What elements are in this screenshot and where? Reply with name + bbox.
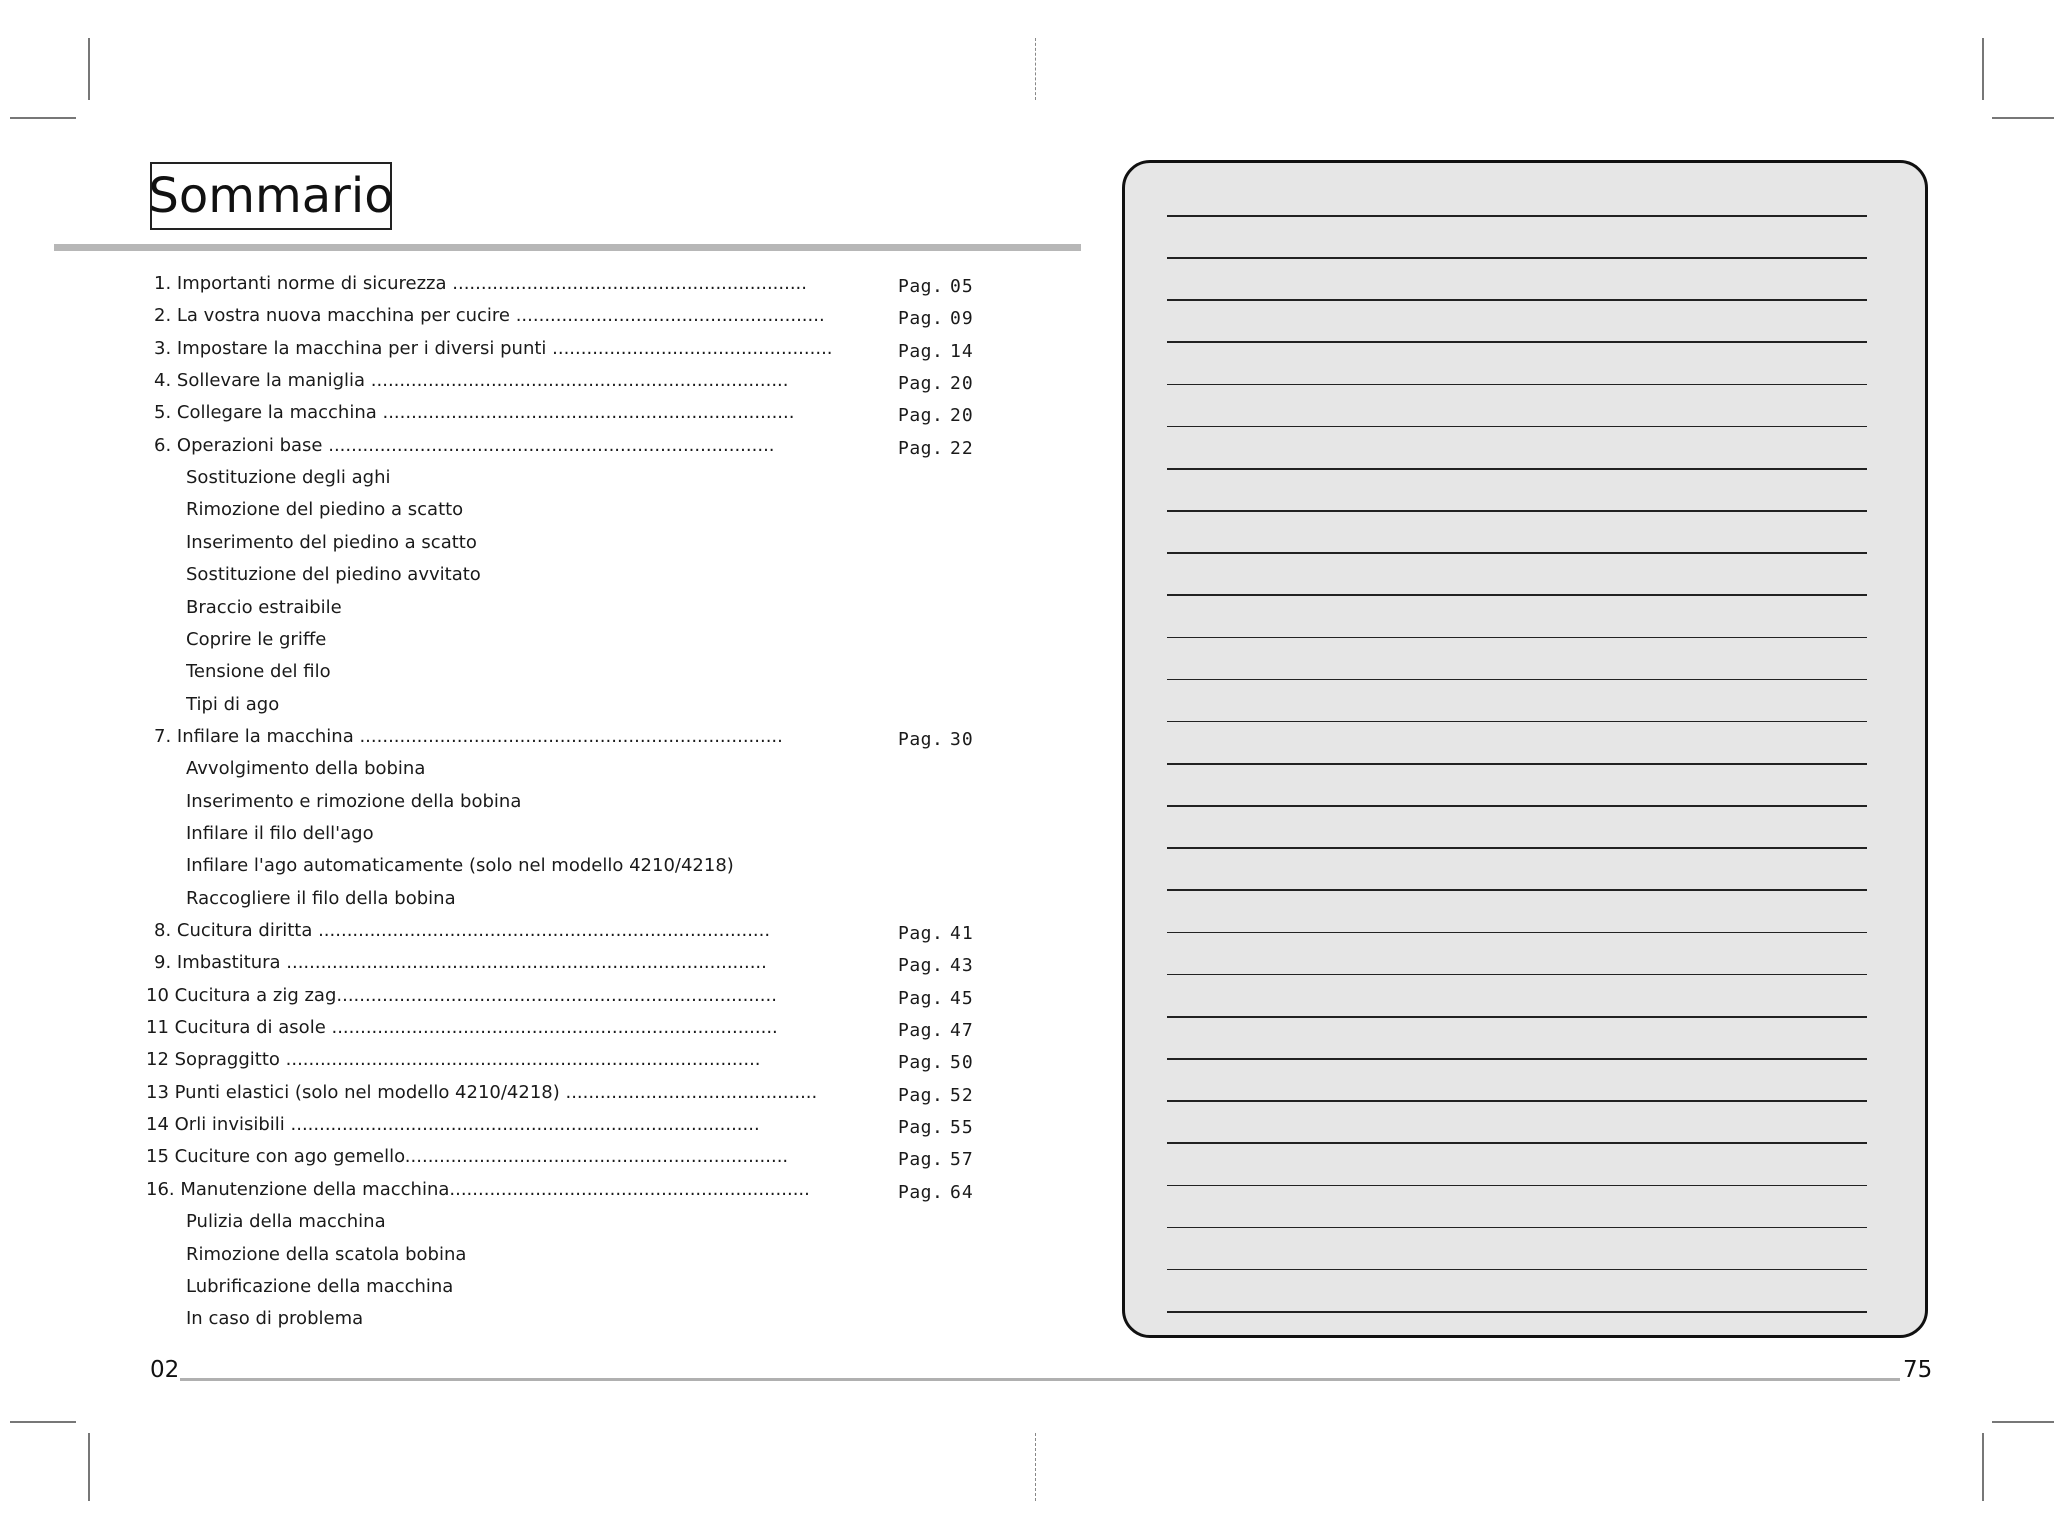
note-line	[1167, 974, 1867, 976]
toc-subentry	[0, 592, 1100, 624]
toc-entry-label: Inserimento e rimozione della bobina	[186, 790, 522, 812]
note-line	[1167, 426, 1867, 428]
toc-entry	[0, 1109, 1100, 1141]
toc-page-number: 20	[950, 405, 974, 427]
note-line	[1167, 341, 1867, 343]
toc-page-prefix: Pag.	[898, 405, 944, 427]
toc-entry-label: Avvolgimento della bobina	[186, 758, 426, 780]
toc-entry-label: 10 Cucitura a zig zag.............................................................................	[146, 984, 777, 1006]
note-line	[1167, 510, 1867, 512]
crop-mark	[1992, 117, 2054, 119]
toc-subentry	[0, 689, 1100, 721]
toc-page-prefix: Pag.	[898, 373, 944, 395]
toc-page-prefix: Pag.	[898, 1117, 944, 1139]
toc-page-number: 30	[950, 728, 974, 750]
note-line	[1167, 1311, 1867, 1313]
toc-page-number: 64	[950, 1181, 974, 1203]
toc-entry-label: Tipi di ago	[186, 693, 280, 715]
toc-entry-label: Infilare il filo dell'ago	[186, 822, 374, 844]
toc-entry-label: 4. Sollevare la maniglia .........................................................................	[154, 370, 789, 392]
toc-entry	[0, 1174, 1100, 1206]
toc-page-number: 41	[950, 923, 974, 944]
toc-entry-label: Pulizia della macchina	[186, 1211, 386, 1233]
toc-entry-label: Infilare l'ago automaticamente (solo nel modello 4210/4218)	[186, 855, 734, 877]
toc-page-prefix: Pag.	[898, 340, 944, 362]
toc-entry	[0, 365, 1100, 397]
note-line	[1167, 679, 1867, 681]
toc-entry	[0, 1077, 1100, 1109]
crop-mark	[1982, 1433, 1984, 1501]
note-line	[1167, 215, 1867, 217]
toc-entry-label: 5. Collegare la macchina ........................................................................	[154, 402, 795, 424]
note-line	[1167, 1269, 1867, 1271]
toc-page-prefix: Pag.	[898, 923, 944, 944]
note-line	[1167, 721, 1867, 723]
toc-entry-label: 16. Manutenzione della macchina...............................................................	[146, 1178, 810, 1200]
toc-page-prefix: Pag.	[898, 1149, 944, 1171]
toc-page-number: 57	[950, 1149, 974, 1171]
note-line	[1167, 847, 1867, 849]
toc-entry-label: Sostituzione del piedino avvitato	[186, 564, 481, 586]
toc-entry-label: 1. Importanti norme di sicurezza ..............................................................	[154, 273, 807, 294]
note-line	[1167, 763, 1867, 765]
toc-page-number: 52	[950, 1084, 974, 1106]
toc-page-prefix: Pag.	[898, 1181, 944, 1203]
toc-entry-label: Rimozione del piedino a scatto	[186, 499, 464, 521]
note-line	[1167, 1016, 1867, 1018]
toc-entry-label: 9. Imbastitura ....................................................................................	[154, 952, 767, 974]
toc-entry-label: Inserimento del piedino a scatto	[186, 531, 477, 553]
page-number-left: 02	[150, 1357, 180, 1383]
note-line	[1167, 594, 1867, 596]
note-line	[1167, 1058, 1867, 1060]
toc-entry	[0, 397, 1100, 429]
toc-entry	[0, 947, 1100, 979]
toc-page-prefix: Pag.	[898, 955, 944, 977]
toc-subentry	[0, 818, 1100, 850]
toc-page-number: 20	[950, 373, 974, 395]
toc-entry-label: Tensione del filo	[186, 661, 331, 683]
toc-entry	[0, 915, 1100, 947]
toc-entry-label: Rimozione della scatola bobina	[186, 1243, 467, 1265]
toc-subentry	[0, 1303, 1100, 1335]
toc-page-number: 47	[950, 1020, 974, 1042]
toc-entry-label: In caso di problema	[186, 1308, 364, 1330]
toc-subentry	[0, 1239, 1100, 1271]
toc-subentry	[0, 1206, 1100, 1238]
toc-subentry	[0, 1271, 1100, 1303]
toc-entry-label: 11 Cucitura di asole ..............................................................................	[146, 1017, 778, 1039]
toc-entry-label: 13 Punti elastici (solo nel modello 4210/4218) ............................................	[146, 1081, 818, 1103]
note-line	[1167, 552, 1867, 554]
toc-page-prefix: Pag.	[898, 987, 944, 1009]
toc-subentry	[0, 559, 1100, 591]
page-number-right: 75	[1903, 1357, 1933, 1383]
notes-panel	[1122, 160, 1928, 1338]
toc-page-number: 05	[950, 276, 974, 297]
note-line	[1167, 1100, 1867, 1102]
toc-page-prefix: Pag.	[898, 437, 944, 459]
toc-entry	[0, 300, 1100, 332]
toc-page-prefix: Pag.	[898, 308, 944, 330]
toc-entry-label: 6. Operazioni base ..............................................................................	[154, 434, 775, 456]
toc-entry	[0, 1044, 1100, 1076]
note-line	[1167, 805, 1867, 807]
footer-divider	[180, 1378, 1900, 1381]
page-title: Sommario	[150, 162, 392, 230]
toc-page-number: 43	[950, 955, 974, 977]
toc-entry	[0, 1141, 1100, 1173]
note-line	[1167, 468, 1867, 470]
toc-page-prefix: Pag.	[898, 1020, 944, 1042]
toc-entry	[0, 430, 1100, 462]
note-line	[1167, 1227, 1867, 1229]
crop-mark	[1982, 38, 1984, 100]
note-line	[1167, 637, 1867, 639]
toc-subentry	[0, 883, 1100, 915]
toc-entry-label: Sostituzione degli aghi	[186, 467, 391, 489]
toc-entry-label: 14 Orli invisibili ..................................................................................	[146, 1114, 760, 1136]
toc-entry-label: Lubrificazione della macchina	[186, 1275, 454, 1297]
toc-entry-label: 7. Infilare la macchina ..........................................................................	[154, 725, 783, 747]
toc-entry	[0, 333, 1100, 365]
toc-entry-label: 15 Cuciture con ago gemello...................................................................	[146, 1146, 789, 1168]
toc-page-number: 45	[950, 987, 974, 1009]
toc-subentry	[0, 624, 1100, 656]
toc-page-number: 09	[950, 308, 974, 330]
note-line	[1167, 932, 1867, 934]
toc-entry-label: 8. Cucitura diritta ...............................................................................	[154, 920, 771, 941]
toc-subentry	[0, 494, 1100, 526]
toc-entry-label: 12 Sopraggitto ...................................................................................	[146, 1049, 761, 1071]
toc-entry-label: 3. Impostare la macchina per i diversi punti .................................................	[154, 337, 833, 359]
toc-entry	[0, 1012, 1100, 1044]
toc-subentry	[0, 462, 1100, 494]
toc-page-prefix: Pag.	[898, 276, 944, 297]
toc-page-prefix: Pag.	[898, 1084, 944, 1106]
toc-page-number: 14	[950, 340, 974, 362]
toc-entry-label: Raccogliere il filo della bobina	[186, 887, 456, 909]
note-line	[1167, 889, 1867, 891]
toc-subentry	[0, 753, 1100, 785]
toc-entry-label: 2. La vostra nuova macchina per cucire ......................................................	[154, 305, 825, 327]
note-line	[1167, 384, 1867, 386]
note-line	[1167, 1185, 1867, 1187]
toc-page-number: 55	[950, 1117, 974, 1139]
toc-subentry	[0, 656, 1100, 688]
toc-page-prefix: Pag.	[898, 1052, 944, 1074]
note-line	[1167, 257, 1867, 259]
toc-page-prefix: Pag.	[898, 728, 944, 750]
note-line	[1167, 1142, 1867, 1144]
toc-entry-label: Coprire le griffe	[186, 628, 327, 650]
toc-entry	[0, 980, 1100, 1012]
note-line	[1167, 299, 1867, 301]
toc-entry	[0, 268, 1100, 300]
toc-page-number: 22	[950, 437, 974, 459]
toc-subentry	[0, 527, 1100, 559]
toc-entry	[0, 721, 1100, 753]
crop-mark	[1992, 1421, 2054, 1423]
toc-page-number: 50	[950, 1052, 974, 1074]
toc-subentry	[0, 850, 1100, 882]
toc-subentry	[0, 786, 1100, 818]
toc-entry-label: Braccio estraibile	[186, 596, 342, 618]
